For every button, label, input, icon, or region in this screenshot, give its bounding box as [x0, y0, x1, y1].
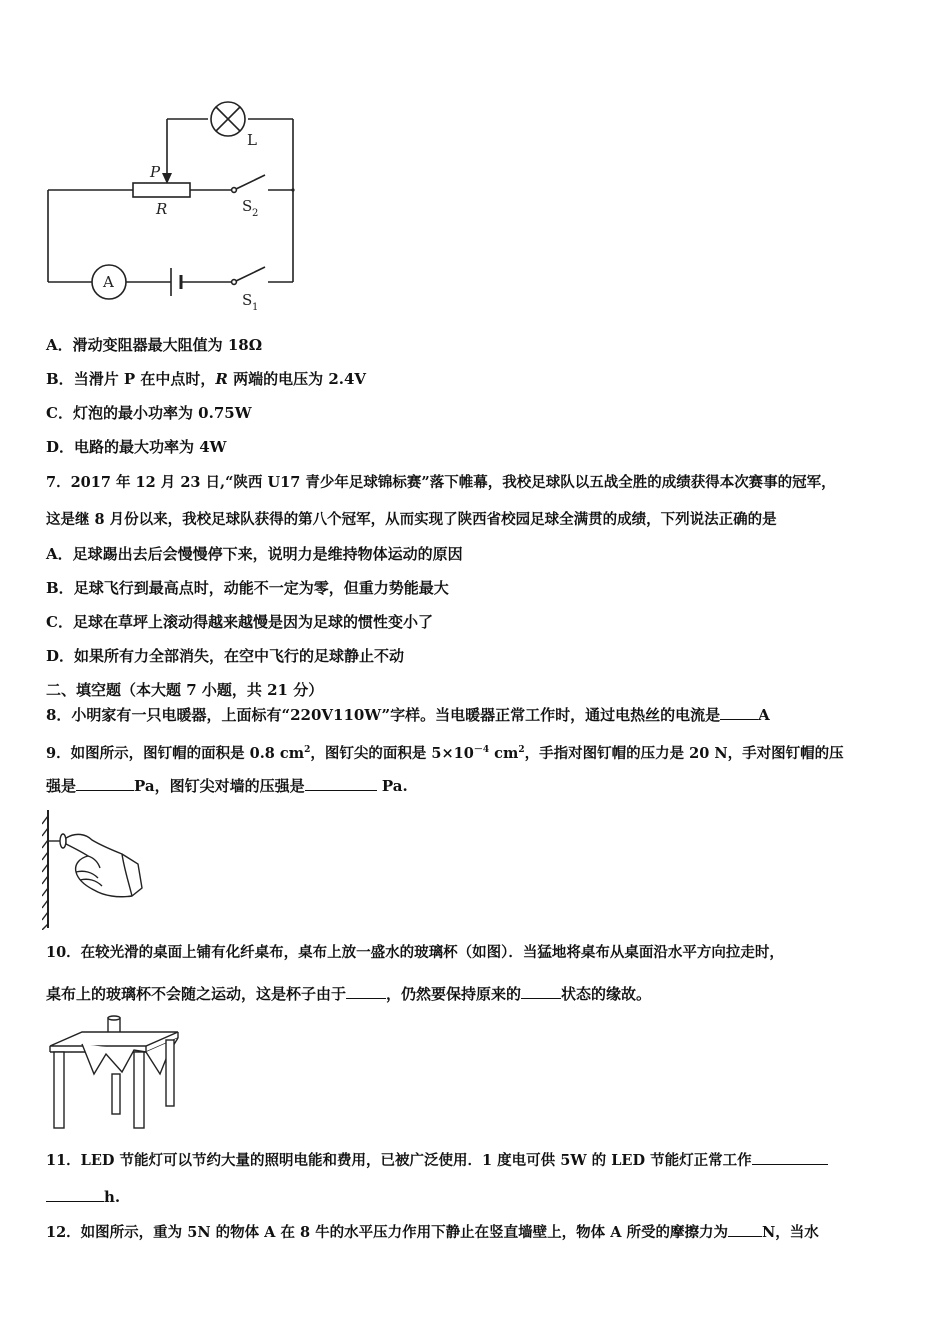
q10-blank-2[interactable]: [521, 984, 561, 999]
switch-s1-label: S: [242, 291, 253, 309]
ammeter-label: A: [103, 273, 114, 291]
q10-line2: 桌布上的玻璃杯不会随之运动，这是杯子由于 ，仍然要保持原来的 状态的缘故。: [46, 985, 652, 1003]
slider-label: P: [150, 163, 161, 181]
switch-s2-subscript: 2: [252, 208, 259, 219]
q9-blank-1[interactable]: [76, 776, 134, 791]
circuit-diagram: [40, 95, 310, 310]
q11-line1: 11．LED 节能灯可以节约大量的照明电能和费用，已被广泛使用．1 度电可供 5W 的 LED 节能灯正常工作: [46, 1150, 828, 1171]
q7-stem-line1: 7．2017 年 12 月 23 日,“陕西 U17 青少年足球锦标赛”落下帷幕，我校足球队以五战全胜的成绩获得本次赛事的冠军，: [46, 474, 836, 491]
q12-blank[interactable]: [728, 1222, 762, 1237]
q10-line1: 10．在较光滑的桌面上铺有化纤桌布，桌布上放一盛水的玻璃杯（如图）．当猛地将桌布从桌面沿水平方向拉走时，: [46, 944, 784, 961]
q9-line1: 9．如图所示，图钉帽的面积是 0.8 $cm^2$，图钉尖的面积是 $5\times 10^{-4}$ $cm^2$，手指对图钉帽的压力是 20 N，手对图钉帽的压: [46, 744, 844, 762]
thumbtack-hand-figure: [42, 808, 147, 930]
section2-title: 二、填空题（本大题 7 小题，共 21 分）: [46, 681, 324, 699]
q10-blank-1[interactable]: [346, 984, 386, 999]
q7-option-a: A．足球踢出去后会慢慢停下来，说明力是维持物体运动的原因: [46, 545, 463, 563]
q6-option-c: C．灯泡的最小功率为 0.75W: [46, 404, 252, 422]
lamp-label: L: [247, 131, 257, 149]
q6-option-a: A．滑动变阻器最大阻值为 18Ω: [46, 336, 263, 354]
q7-option-c: C．足球在草坪上滚动得越来越慢是因为足球的惯性变小了: [46, 613, 433, 631]
q11-line2: h.: [46, 1187, 120, 1207]
resistor-label: R: [156, 200, 168, 218]
q6-option-d: D．电路的最大功率为 4W: [46, 438, 227, 456]
q9-blank-2[interactable]: [305, 776, 377, 791]
q7-option-b: B．足球飞行到最高点时，动能不一定为零，但重力势能最大: [46, 579, 449, 597]
q12-line1: 12．如图所示，重为 5N 的物体 A 在 8 牛的水平压力作用下静止在竖直墙壁上，物体 A 所受的摩擦力为 N，当水: [46, 1224, 819, 1241]
q7-option-d: D．如果所有力全部消失，在空中飞行的足球静止不动: [46, 647, 405, 665]
q8-blank[interactable]: [720, 705, 758, 720]
switch-s1-subscript: 1: [252, 302, 259, 310]
q11-blank-part2[interactable]: [46, 1187, 104, 1202]
switch-s2-label: S: [242, 197, 253, 215]
q7-stem-line2: 这是继 8 月份以来，我校足球队获得的第八个冠军，从而实现了陕西省校园足球全满贯的成绩，下列说法正确的是: [46, 511, 777, 528]
q9-line2: 强是 Pa，图钉尖对墙的压强是 Pa.: [46, 777, 408, 795]
q8: 8．小明家有一只电暖器，上面标有“220V110W”字样。当电暖器正常工作时，通过电热丝的电流是 A: [46, 706, 770, 724]
q11-blank-part1[interactable]: [752, 1150, 828, 1165]
table-cloth-figure: [42, 1014, 182, 1132]
q6-option-b: B．当滑片 P 在中点时，R 两端的电压为 2.4V: [46, 370, 367, 388]
